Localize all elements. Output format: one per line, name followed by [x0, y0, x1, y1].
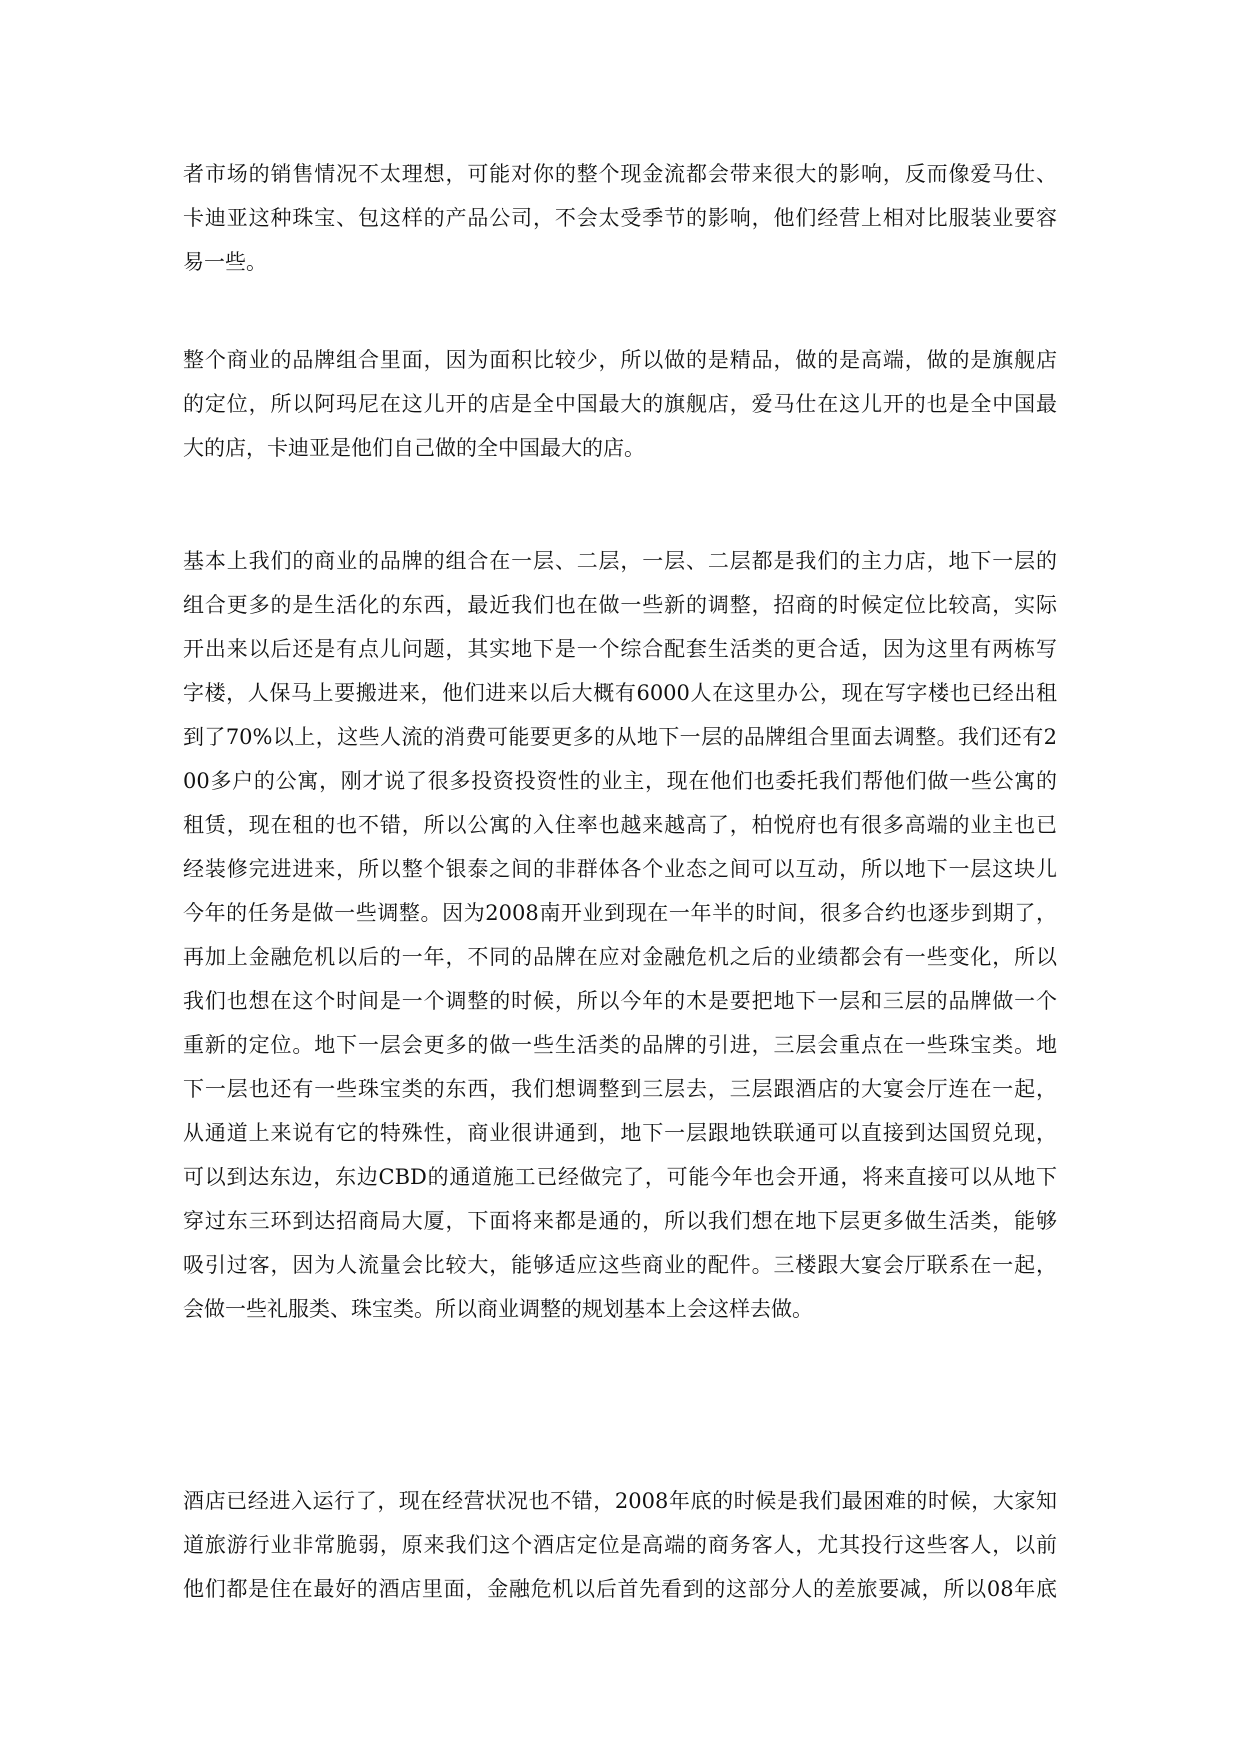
paragraph-line: 基本上我们的商业的品牌的组合在一层、二层，一层、二层都是我们的主力店，地下一层的: [183, 549, 1057, 573]
paragraph-line: 道旅游行业非常脆弱，原来我们这个酒店定位是高端的商务客人，尤其投行这些客人，以前: [183, 1533, 1057, 1557]
paragraph-line: 吸引过客，因为人流量会比较大，能够适应这些商业的配件。三楼跟大宴会厅联系在一起，: [183, 1253, 1057, 1277]
paragraph-line: 再加上金融危机以后的一年，不同的品牌在应对金融危机之后的业绩都会有一些变化，所以: [183, 945, 1057, 969]
paragraph-line: 字楼，人保马上要搬进来，他们进来以后大概有6000人在这里办公，现在写字楼也已经出租: [183, 681, 1057, 705]
paragraph-line: 可以到达东边，东边CBD的通道施工已经做完了，可能今年也会开通，将来直接可以从地下: [183, 1165, 1057, 1189]
paragraph-line: 整个商业的品牌组合里面，因为面积比较少，所以做的是精品，做的是高端，做的是旗舰店: [183, 348, 1057, 372]
paragraph-1: [183, 152, 1057, 284]
paragraph-line: 经装修完进进来，所以整个银泰之间的非群体各个业态之间可以互动，所以地下一层这块儿: [183, 857, 1057, 881]
paragraph-line: 者市场的销售情况不太理想，可能对你的整个现金流都会带来很大的影响，反而像爱马仕、: [183, 162, 1057, 186]
paragraph-line: 到了70%以上，这些人流的消费可能要更多的从地下一层的品牌组合里面去调整。我们还有2: [183, 725, 1057, 749]
paragraph-line: 下一层也还有一些珠宝类的东西，我们想调整到三层去，三层跟酒店的大宴会厅连在一起，: [183, 1077, 1057, 1101]
paragraph-line: 大的店，卡迪亚是他们自己做的全中国最大的店。: [183, 436, 645, 460]
paragraph-4: [183, 1479, 1057, 1611]
paragraph-line: 组合更多的是生活化的东西，最近我们也在做一些新的调整，招商的时候定位比较高，实际: [183, 593, 1057, 617]
paragraph-line: 易一些。: [183, 250, 267, 274]
paragraph-line: 卡迪亚这种珠宝、包这样的产品公司，不会太受季节的影响，他们经营上相对比服装业要容: [183, 206, 1057, 230]
paragraph-line: 今年的任务是做一些调整。因为2008南开业到现在一年半的时间，很多合约也逐步到期了，: [183, 901, 1057, 925]
paragraph-line: 穿过东三环到达招商局大厦，下面将来都是通的，所以我们想在地下层更多做生活类，能够: [183, 1209, 1057, 1233]
paragraph-line: 他们都是住在最好的酒店里面，金融危机以后首先看到的这部分人的差旅要减，所以08年底: [183, 1577, 1057, 1601]
paragraph-3: [183, 539, 1057, 1331]
paragraph-line: 我们也想在这个时间是一个调整的时候，所以今年的木是要把地下一层和三层的品牌做一个: [183, 989, 1057, 1013]
paragraph-line: 开出来以后还是有点儿问题，其实地下是一个综合配套生活类的更合适，因为这里有两栋写: [183, 637, 1057, 661]
paragraph-2: [183, 338, 1057, 470]
paragraph-line: 00多户的公寓，刚才说了很多投资投资性的业主，现在他们也委托我们帮他们做一些公寓的: [183, 769, 1057, 793]
paragraph-line: 的定位，所以阿玛尼在这儿开的店是全中国最大的旗舰店，爱马仕在这儿开的也是全中国最: [183, 392, 1057, 416]
paragraph-line: 重新的定位。地下一层会更多的做一些生活类的品牌的引进，三层会重点在一些珠宝类。地: [183, 1033, 1057, 1057]
paragraph-line: 会做一些礼服类、珠宝类。所以商业调整的规划基本上会这样去做。: [183, 1297, 813, 1321]
paragraph-line: 租赁，现在租的也不错，所以公寓的入住率也越来越高了，柏悦府也有很多高端的业主也已: [183, 813, 1057, 837]
paragraph-line: 从通道上来说有它的特殊性，商业很讲通到，地下一层跟地铁联通可以直接到达国贸兑现，: [183, 1121, 1057, 1145]
paragraph-line: 酒店已经进入运行了，现在经营状况也不错，2008年底的时候是我们最困难的时候，大家知: [183, 1489, 1057, 1513]
